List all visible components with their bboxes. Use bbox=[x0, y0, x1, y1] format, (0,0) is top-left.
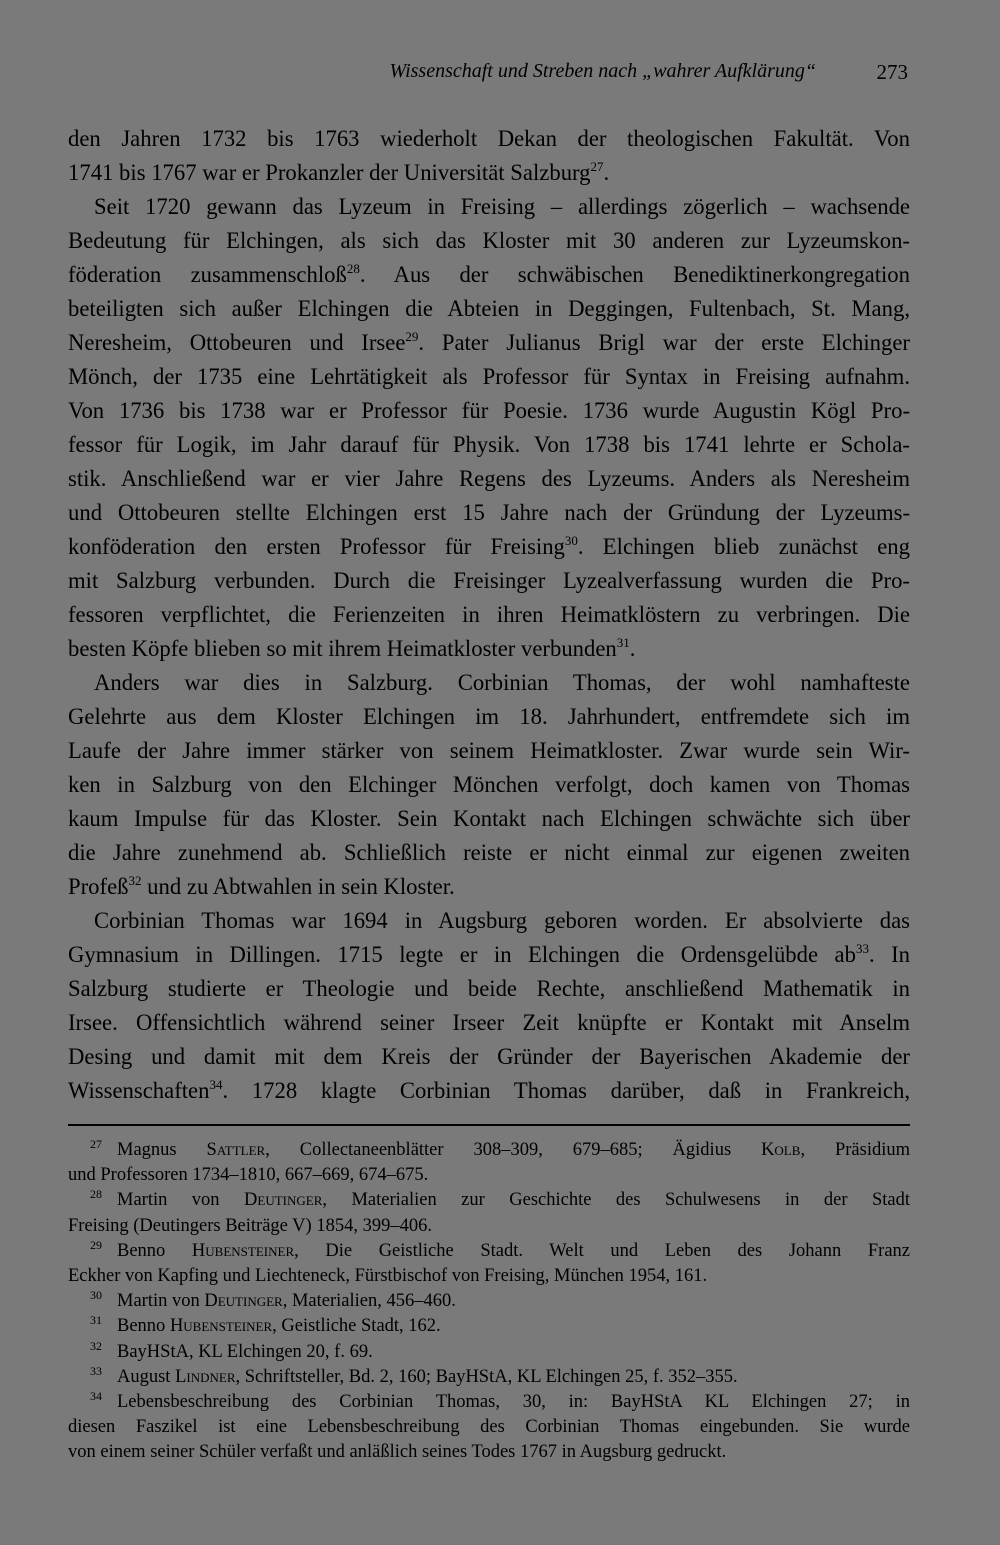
text-line: Gelehrte aus dem Kloster Elchingen im 18. Jahrhundert, entfremdete sich im bbox=[68, 704, 910, 729]
text-line: den Jahren 1732 bis 1763 wiederholt Dekan der theologischen Fakultät. Von bbox=[68, 126, 910, 151]
footnote-32: 32 BayHStA, KL Elchingen 20, f. 69. bbox=[90, 1338, 373, 1362]
text-line: fessoren verpflichtet, die Ferienzeiten in ihren Heimatklöstern zu verbringen. Die bbox=[68, 602, 910, 627]
text-line: föderation zusammenschloß$^{28}$. Aus der schwäbischen Benediktinerkongregation bbox=[68, 261, 910, 287]
footnote-31: 31 Benno Hubensteiner, Geistliche Stadt, 162. bbox=[90, 1313, 441, 1337]
footnote-34: 34 Lebensbeschreibung des Corbinian Thomas, 30, in: BayHStA KL Elchingen 27; in bbox=[90, 1388, 910, 1412]
footnote-30: 30 Martin von Deutinger, Materialien, 456–460. bbox=[90, 1288, 456, 1312]
text-line: Profeß$^{32}$ und zu Abtwahlen in sein Kloster. bbox=[68, 873, 455, 899]
footnote-line: und Professoren 1734–1810, 667–669, 674–675. bbox=[68, 1165, 429, 1186]
text-line: und Ottobeuren stellte Elchingen erst 15 Jahre nach der Gründung der Lyzeums- bbox=[68, 500, 910, 525]
footnote-line: von einem seiner Schüler verfaßt und anläßlich seines Todes 1767 in Augsburg gedruckt. bbox=[68, 1442, 727, 1463]
footnote-29: 29 Benno Hubensteiner, Die Geistliche Stadt. Welt und Leben des Johann Franz bbox=[90, 1237, 910, 1261]
text-line: beteiligten sich außer Elchingen die Abteien in Deggingen, Fultenbach, St. Mang, bbox=[68, 296, 910, 321]
text-line: Laufe der Jahre immer stärker von seinem Heimatkloster. Zwar wurde sein Wir- bbox=[68, 738, 910, 763]
footnote-ref[interactable]: 29 bbox=[405, 329, 419, 344]
text-line: Desing und damit mit dem Kreis der Gründer der Bayerischen Akademie der bbox=[68, 1044, 910, 1069]
footnote-ref[interactable]: 27 bbox=[590, 159, 604, 174]
footnote-27: 27 Magnus Sattler, Collectaneenblätter 308–309, 679–685; Ägidius Kolb, Präsidium bbox=[90, 1137, 911, 1160]
text-line: Seit 1720 gewann das Lyzeum in Freising – allerdings zögerlich – wachsende bbox=[94, 194, 910, 219]
body-text bbox=[68, 122, 910, 1108]
text-line: Neresheim, Ottobeuren und Irsee$^{29}$. Pater Julianus Brigl war der erste Elchinger bbox=[68, 329, 910, 355]
text-line: stik. Anschließend war er vier Jahre Regens des Lyzeums. Anders als Neresheim bbox=[68, 466, 910, 491]
text-line: Mönch, der 1735 eine Lehrtätigkeit als Professor für Syntax in Freising aufnahm. bbox=[68, 364, 910, 389]
text-line: Von 1736 bis 1738 war er Professor für Poesie. 1736 wurde Augustin Kögl Pro- bbox=[68, 398, 910, 423]
text-line: Wissenschaften$^{34}$. 1728 klagte Corbinian Thomas darüber, daß in Frankreich, bbox=[68, 1077, 910, 1103]
text-line: Salzburg studierte er Theologie und beide Rechte, anschließend Mathematik in bbox=[68, 976, 910, 1001]
text-line: 1741 bis 1767 war er Prokanzler der Universität Salzburg$^{27}$. bbox=[68, 159, 610, 185]
text-line: Bedeutung für Elchingen, als sich das Kloster mit 30 anderen zur Lyzeumskon- bbox=[68, 228, 910, 253]
text-line: kaum Impulse für das Kloster. Sein Kontakt nach Elchingen schwächte sich über bbox=[68, 806, 910, 831]
footnote-line: Eckher von Kapfing und Liechteneck, Fürstbischof von Freising, München 1954, 161. bbox=[68, 1265, 708, 1286]
text-line: besten Köpfe blieben so mit ihrem Heimatkloster verbunden$^{31}$. bbox=[68, 635, 636, 661]
footnote-line: Freising (Deutingers Beiträge V) 1854, 399–406. bbox=[68, 1215, 432, 1236]
footnote-divider bbox=[68, 1124, 910, 1126]
text-line: ken in Salzburg von den Elchinger Mönchen verfolgt, doch kamen von Thomas bbox=[68, 772, 910, 797]
footnotes bbox=[68, 1138, 910, 1465]
footnote-ref[interactable]: 33 bbox=[855, 941, 869, 956]
footnote-line: diesen Faszikel ist eine Lebensbeschreibung des Corbinian Thomas eingebunden. Sie wurde bbox=[68, 1417, 910, 1438]
footnote-ref[interactable]: 31 bbox=[616, 635, 630, 650]
page-number: 273 bbox=[876, 60, 908, 84]
running-title: Wissenschaft und Streben nach „wahrer Aufklärung“ bbox=[389, 60, 816, 82]
text-line: konföderation den ersten Professor für Freising$^{30}$. Elchingen blieb zunächst eng bbox=[68, 533, 910, 559]
text-line: Irsee. Offensichtlich während seiner Irseer Zeit knüpfte er Kontakt mit Anselm bbox=[68, 1010, 910, 1035]
footnote-ref[interactable]: 34 bbox=[209, 1077, 223, 1092]
footnote-ref[interactable]: 30 bbox=[564, 533, 578, 548]
footnote-ref[interactable]: 32 bbox=[128, 873, 142, 888]
text-line: fessor für Logik, im Jahr darauf für Physik. Von 1738 bis 1741 lehrte er Schola- bbox=[68, 432, 910, 457]
text-line: Corbinian Thomas war 1694 in Augsburg geboren worden. Er absolvierte das bbox=[94, 908, 910, 933]
text-line: Anders war dies in Salzburg. Corbinian Thomas, der wohl namhafteste bbox=[94, 670, 910, 695]
page-header bbox=[68, 60, 908, 90]
footnote-28: 28 Martin von Deutinger, Materialien zur Geschichte des Schulwesens in der Stadt bbox=[90, 1187, 910, 1211]
footnote-33: 33 August Lindner, Schriftsteller, Bd. 2, 160; BayHStA, KL Elchingen 25, f. 352–355. bbox=[90, 1363, 738, 1387]
footnote-ref[interactable]: 28 bbox=[346, 261, 360, 276]
text-line: Gymnasium in Dillingen. 1715 legte er in Elchingen die Ordensgelübde $ab^{33}$. In bbox=[68, 941, 910, 967]
text-line: mit Salzburg verbunden. Durch die Freisinger Lyzealverfassung wurden die Pro- bbox=[68, 568, 910, 593]
text-line: die Jahre zunehmend ab. Schließlich reiste er nicht einmal zur eigenen zweiten bbox=[68, 840, 910, 865]
